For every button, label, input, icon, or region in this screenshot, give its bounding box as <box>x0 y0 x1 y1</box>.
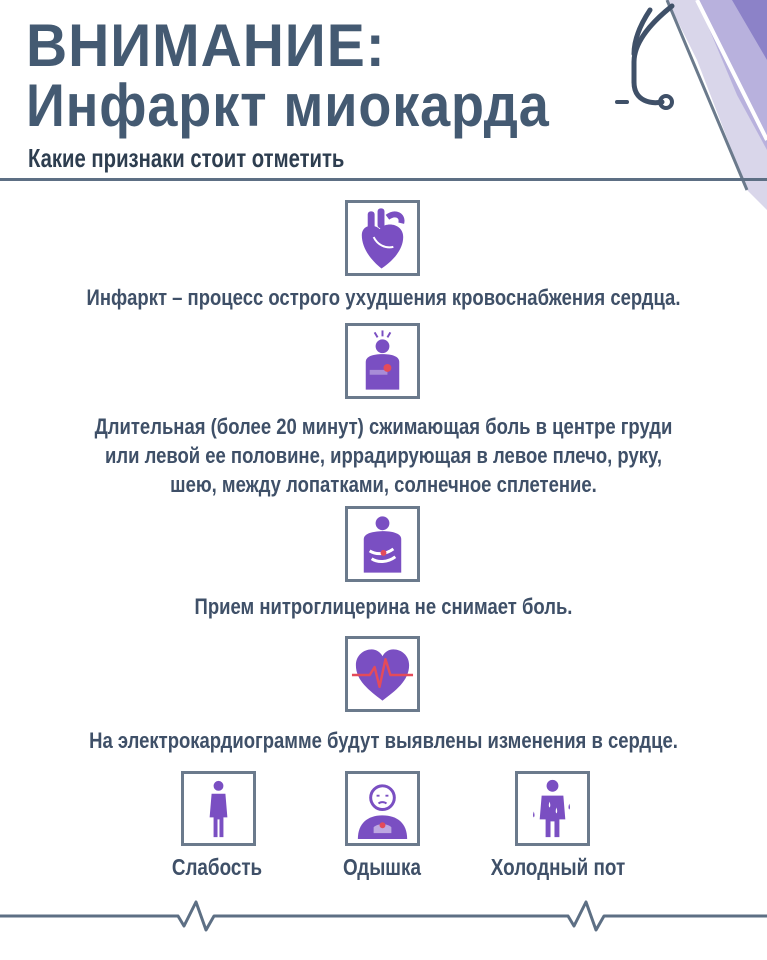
section-3-text: Прием нитроглицерина не снимает боль. <box>194 594 573 619</box>
section-2-text-line3: шею, между лопатками, солнечное сплетение. <box>170 472 597 497</box>
heart-ecg-icon <box>348 639 417 709</box>
heart-ecg-icon-frame <box>345 636 420 712</box>
holding-chest-person-icon <box>348 509 417 579</box>
chest-pain-person-icon <box>348 326 417 396</box>
cold-sweat-person-icon-frame <box>515 771 590 846</box>
stethoscope-icon <box>612 2 682 117</box>
section-2-text-line2: или левой ее половине, иррадирующая в левое плечо, руку, <box>104 443 663 468</box>
weak-person-icon-frame <box>181 771 256 846</box>
cold-sweat-person-icon <box>518 774 587 843</box>
heart-organ-icon <box>348 203 417 273</box>
chest-pain-person-icon-frame <box>345 323 420 399</box>
symptom-label-weakness: Слабость <box>171 854 263 880</box>
shortness-of-breath-icon <box>348 774 417 843</box>
page-subtitle: Какие признаки стоит отметить <box>28 143 345 173</box>
page-title-line1: ВНИМАНИЕ: <box>26 12 386 79</box>
section-4-text: На электрокардиограмме будут выявлены изменения в сердце. <box>89 728 678 753</box>
holding-chest-person-icon-frame <box>345 506 420 582</box>
weak-person-icon <box>184 774 253 843</box>
symptom-label-shortness-of-breath: Одышка <box>343 854 421 880</box>
shortness-of-breath-icon-frame <box>345 771 420 846</box>
section-1-text: Инфаркт – процесс острого ухудшения кровоснабжения сердца. <box>86 285 681 310</box>
heart-organ-icon-frame <box>345 200 420 276</box>
page-title-line2: Инфаркт миокарда <box>26 72 550 139</box>
symptom-label-cold-sweat: Холодный пот <box>490 854 626 880</box>
section-2-text-line1: Длительная (более 20 минут) сжимающая боль в центре груди <box>94 414 673 439</box>
header-divider <box>0 178 767 181</box>
ecg-divider-icon <box>0 900 767 940</box>
